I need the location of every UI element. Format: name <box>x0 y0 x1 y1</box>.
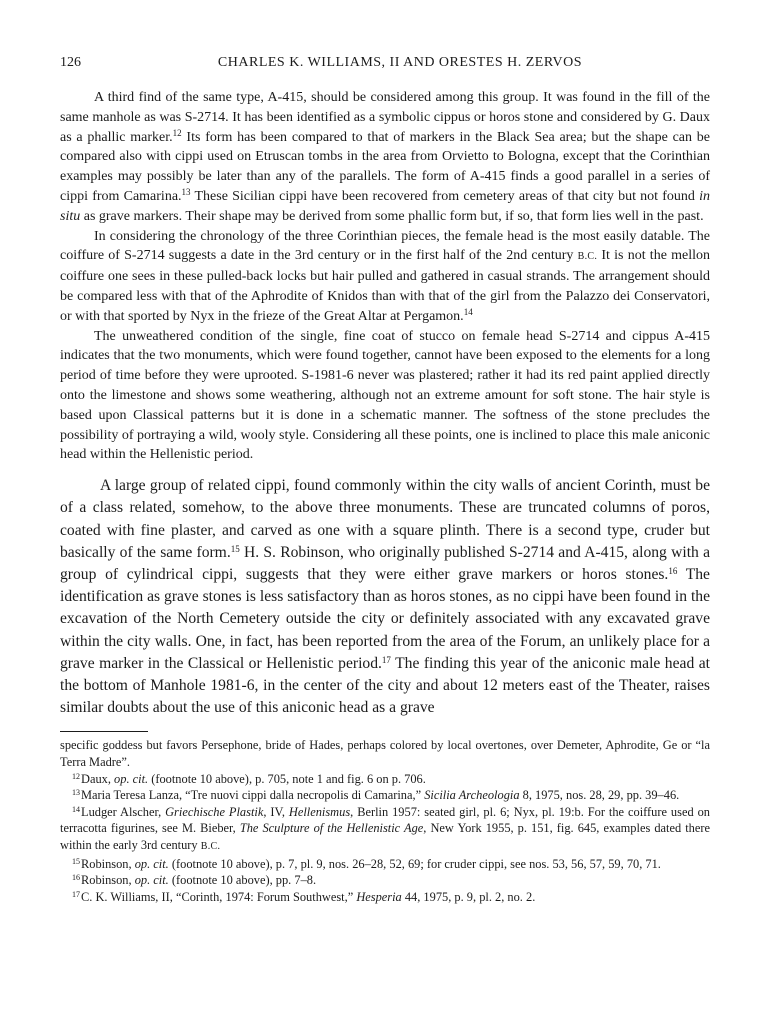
text-run: A third find of the same type, A-415, should be considered among this group. It was found in the fill of the same manhole as was S-2714. It has been identified as a symbolic cippus or horos stone and considered by G. Daux as a phallic marker. <box>60 90 710 145</box>
footnotes <box>60 737 710 905</box>
text-run: These Sicilian cippi have been recovered from cemetery areas of that city but not found <box>190 188 700 204</box>
text-run: 44, 1975, p. 9, pl. 2, no. 2. <box>401 889 536 904</box>
footnote-ref: 12 <box>172 127 182 138</box>
text-run: A large group of related cippi, found commonly within the city walls of ancient Corinth, must be of a class related, somehow, to the above three monuments. These are truncated columns of poros, coated with fine plaster, and carved as one with a square plinth. There is a second type, cruder but basically of the same form. <box>60 477 710 561</box>
text-run: Robinson, <box>81 873 135 888</box>
footnote-number: 12 <box>72 771 80 781</box>
footnote-divider <box>60 731 148 732</box>
text-run: as grave markers. Their shape may be derived from some phallic form but, if so, that form lies well in the past. <box>80 208 704 224</box>
body-text-small <box>60 88 710 465</box>
text-run: H. S. Robinson, who originally published S-2714 and A-415, along with a group of cylindrical cippi, suggests that they were either grave markers or horos stones. <box>60 543 710 583</box>
text-run: C. K. Williams, II, “Corinth, 1974: Forum Southwest,” <box>81 889 357 904</box>
small-caps-run: B.C. <box>577 251 598 263</box>
italic-run: Griechische Plastik <box>165 804 264 819</box>
italic-run: Hesperia <box>356 889 402 904</box>
footnote-text <box>81 788 679 802</box>
footnote-ref: 14 <box>463 306 473 317</box>
running-head: CHARLES K. WILLIAMS, II AND ORESTES H. ZERVOS <box>217 55 583 70</box>
text-run: , IV, <box>263 804 289 819</box>
footnote-number: 15 <box>72 856 80 866</box>
footnote-text <box>81 857 661 871</box>
italic-run: in situ <box>60 188 711 224</box>
footnote-text <box>81 873 316 887</box>
text-run: , New York 1955, p. 151, fig. 645, examples dated there within the early 3rd century <box>60 821 710 852</box>
paragraph <box>60 88 710 227</box>
footnote <box>60 889 710 906</box>
text-run: Its form has been compared to that of markers in the Black Sea area; but the shape can be compared also with cippi used on Etruscan tombs in the area from Orvietto to Bologna, except that the Corinthian examples may possibly be later than any of the parallels. The form of A-415 finds a good parallel in a series of cippi from Camarina. <box>60 129 710 204</box>
text-run: The finding this year of the aniconic male head at the bottom of Manhole 1981-6, in the center of the city and about 12 meters east of the Theater, raises similar doubts about the use of this aniconic head as a grave <box>60 654 710 717</box>
text-run: 8, 1975, nos. 28, 29, pp. 39–46. <box>519 788 680 803</box>
italic-run: op. cit. <box>134 856 169 871</box>
footnote-ref: 16 <box>668 565 678 576</box>
footnote-ref: 15 <box>230 543 240 554</box>
text-run: (footnote 10 above), pp. 7–8. <box>168 873 317 888</box>
italic-run: op. cit. <box>134 873 169 888</box>
footnote <box>60 804 710 856</box>
text-run: specific goddess but favors Persephone, bride of Hades, perhaps colored by local overtones, over Demeter, Aphrodite, Ge or “la Terra Madre”. <box>60 738 710 769</box>
paragraph <box>60 475 710 719</box>
italic-run: Sicilia Archeologia <box>424 788 520 803</box>
footnote-text <box>81 772 426 786</box>
footnote-number: 13 <box>72 788 80 798</box>
text-run: The identification as grave stones is less satisfactory than as horos stones, as no cippi have been found in the excavation of the North Cemetery outside the city or definitely associated with any excavated grave within the city walls. One, in fact, has been reported from the area of the Forum, an unlikely place for a grave marker in the Classical or Hellenistic period. <box>60 565 710 672</box>
footnote-continuation <box>60 737 710 770</box>
footnote-number: 17 <box>72 889 80 899</box>
footnote-ref: 13 <box>181 186 191 197</box>
page-header <box>60 52 710 74</box>
paragraph <box>60 327 710 466</box>
page-number: 126 <box>60 55 81 70</box>
italic-run: op. cit. <box>114 771 149 786</box>
text-run: (footnote 10 above), p. 705, note 1 and fig. 6 on p. 706. <box>148 771 426 786</box>
footnote <box>60 872 710 889</box>
text-run: The unweathered condition of the single, fine coat of stucco on female head S-2714 and cippus A-415 indicates that the two monuments, which were found together, cannot have been exposed to the elements for a long period of time before they were uprooted. S-1981-6 never was plastered; rather it had its red paint applied directly onto the limestone and shows some weathering, although not an extreme amount for soft stone. The hair style is based upon Classical patterns but it is done in a schematic manner. The softness of the stone precludes the possibility of portraying a wild, wooly style. Considering all these points, one is inclined to place this male aniconic head within the Hellenistic period. <box>60 328 710 463</box>
italic-run: The Sculpture of the Hellenistic Age <box>239 821 424 836</box>
text-run: , Berlin 1957: seated girl, pl. 6; Nyx, pl. 19:b. For the coiffure used on terracotta figurines, see M. Bieber, <box>60 804 710 836</box>
text-run: It is not the mellon coiffure one sees in these pulled-back locks but hair pulled and gathered in casual strands. The arrangement should be compared less with that of the Aphrodite of Knidos than with that of the girl from the Palazzo dei Conservatori, or with that sported by Nyx in the frieze of the Great Altar at Pergamon. <box>60 248 711 324</box>
text-run: (footnote 10 above), p. 7, pl. 9, nos. 26–28, 52, 69; for cruder cippi, see nos. 53, 56, 57, 59, 70, 71. <box>168 856 661 871</box>
footnote <box>60 771 710 788</box>
paragraph <box>60 227 710 327</box>
footnote-text <box>60 805 710 852</box>
text-run: Ludger Alscher, <box>81 804 166 819</box>
small-caps-run: B.C. <box>200 840 221 852</box>
footnote-text <box>81 890 535 904</box>
text-run: Robinson, <box>81 856 135 871</box>
footnote-number: 16 <box>72 873 80 883</box>
footnote <box>60 856 710 873</box>
text-run: In considering the chronology of the three Corinthian pieces, the female head is the most easily datable. The coiffure of S-2714 suggests a date in the 3rd century or in the first half of the 2nd century <box>60 228 710 264</box>
document-page <box>60 52 710 905</box>
footnote-number: 14 <box>72 804 80 814</box>
body-text-large <box>60 475 710 719</box>
footnote <box>60 787 710 804</box>
text-run: Daux, <box>81 771 115 786</box>
footnote-ref: 17 <box>381 654 391 665</box>
italic-run: Hellenismus <box>288 804 351 819</box>
text-run: Maria Teresa Lanza, “Tre nuovi cippi dalla necropolis di Camarina,” <box>81 788 425 803</box>
